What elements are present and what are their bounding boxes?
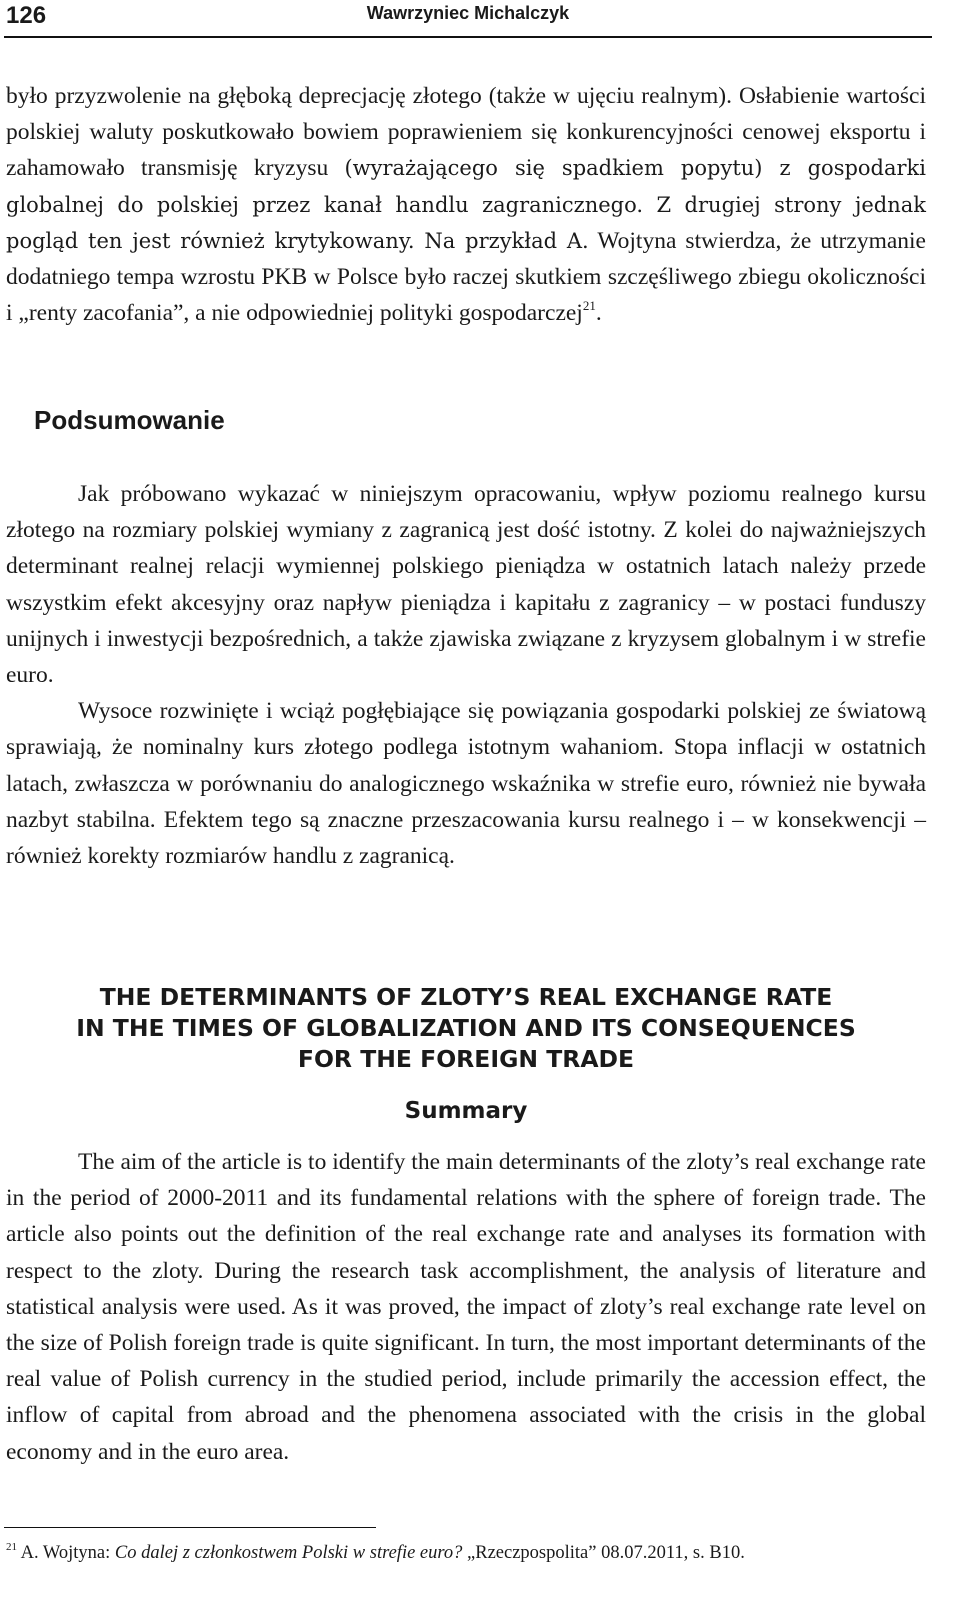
running-header	[4, 2, 932, 38]
english-title-line-1: THE DETERMINANTS OF ZLOTY’S REAL EXCHANGE RATE	[99, 983, 833, 1011]
footnote-number: 21	[6, 1541, 17, 1553]
intro-paragraph	[6, 78, 926, 331]
footnote-title: Co dalej z członkostwem Polski w strefie euro?	[114, 1543, 463, 1563]
intro-text-part3: Wojtyna stwierdza, że utrzymanie dodatniego tempa wzrostu PKB w Polsce było raczej skutkiem szczęśliwego zbiegu okoliczności i „renty zacofania”, a nie odpowiedniej polityki gospodarczej	[6, 227, 926, 327]
footnote-author: A. Wojtyna:	[17, 1543, 115, 1563]
english-title-line-3: FOR THE FOREIGN TRADE	[297, 1045, 635, 1073]
english-title	[0, 982, 932, 1075]
page-number: 126	[6, 2, 47, 29]
intro-text-end: .	[595, 300, 602, 327]
running-head-author: Wawrzyniec Michalczyk	[366, 3, 570, 23]
intro-text-part1: było przyzwolenie na głęboką deprecjację złotego (także w ujęciu realnym). Osłabienie wartości polskiej waluty poskutkowało bowiem poprawieniem się konkurencyjności cenowej eksportu i zahamowało transmisję kryzysu	[6, 83, 926, 182]
footnote-separator	[4, 1527, 376, 1528]
intro-text-part2: (wyrażającego się spadkiem popytu) z gospodarki globalnej do polskiej przez kanał handlu zagranicznego. Z drugiej strony jednak pogląd ten jest również krytykowany. Na przykład A.	[6, 156, 926, 253]
english-title-line-2: IN THE TIMES OF GLOBALIZATION AND ITS CONSEQUENCES	[76, 1014, 856, 1042]
footnote-reference[interactable]: 21	[582, 298, 596, 314]
footnote-source: „Rzeczpospolita” 08.07.2011, s. B10.	[462, 1543, 745, 1563]
conclusion-section	[6, 476, 926, 874]
summary-paragraph: The aim of the article is to identify the main determinants of the zloty’s real exchange rate in the period of 2000-2011 and its fundamental relations with the sphere of foreign trade. The article also points out the definition of the real exchange rate and analyses its formation with respect to the zloty. During the research task accomplishment, the analysis of literature and statistical analysis were used. As it was proved, the impact of zloty’s real exchange rate level on the size of Polish foreign trade is quite significant. In turn, the most important determinants of the real value of Polish currency in the studied period, include primarily the accession effect, the inflow of capital from abroad and the phenomena associated with the crisis in the global economy and in the euro area.	[6, 1149, 926, 1465]
conclusion-paragraph-2: Wysoce rozwinięte i wciąż pogłębiające się powiązania gospodarki polskiej ze światową sprawiają, że nominalny kurs złotego podlega istotnym wahaniom. Stopa inflacji w ostatnich latach, zwłaszcza w porównaniu do analogicznego wskaźnika w strefie euro, również nie bywała nazbyt stabilna. Efektem tego są znaczne przeszacowania kursu realnego i – w konsekwencji – również korekty rozmiarów handlu z zagranicą.	[6, 698, 926, 870]
summary-section	[6, 1144, 926, 1470]
summary-heading: Summary	[404, 1098, 528, 1124]
footnote-21	[6, 1541, 745, 1565]
section-heading-podsumowanie: Podsumowanie	[34, 405, 225, 435]
conclusion-paragraph-1: Jak próbowano wykazać w niniejszym opracowaniu, wpływ poziomu realnego kursu złotego na rozmiary polskiej wymiany z zagranicą jest dość istotny. Z kolei do najważniejszych determinant realnej relacji wymiennej polskiego pieniądza w ostatnich latach należy przede wszystkim efekt akcesyjny oraz napływ pieniądza i kapitału z zagranicy – w postaci funduszy unijnych i inwestycji bezpośrednich, a także zjawiska związane z kryzysem globalnym i w strefie euro.	[6, 481, 926, 689]
